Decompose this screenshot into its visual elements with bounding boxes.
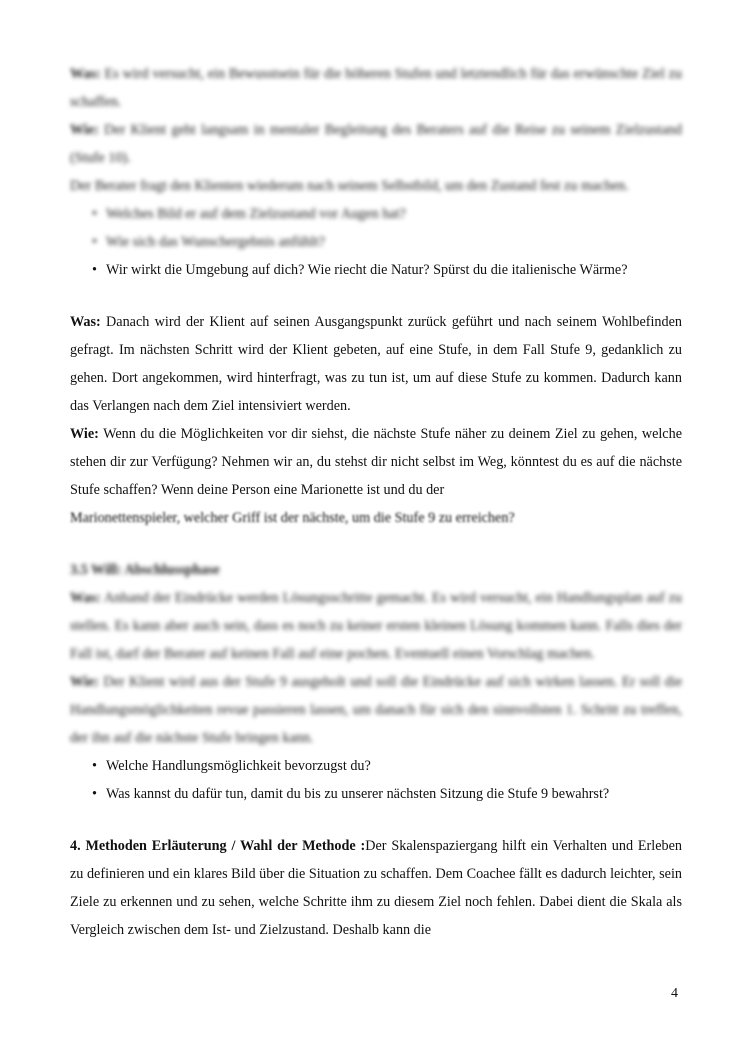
list-item: • Wie sich das Wunschergebnis anfühlt?: [106, 228, 682, 256]
spacer: [70, 808, 682, 832]
paragraph-was-1: Was: Es wird versucht, ein Bewusstsein für die höheren Stufen und letztendlich für das erwünschte Ziel zu schaffen.: [70, 66, 682, 110]
paragraph-wie-1: Wie: Der Klient geht langsam in mentaler Begleitung des Beraters auf die Reise zu seinem Zielzustand (Stufe 10).: [70, 122, 682, 166]
paragraph-berater-1: Der Berater fragt den Klienten wiederum nach seinem Selbstbild, um den Zustand fest zu machen.: [70, 178, 629, 194]
spacer: [70, 284, 682, 308]
paragraph-methoden: 4. Methoden Erläuterung / Wahl der Methode :Der Skalenspaziergang hilft ein Verhalten und Erleben zu definieren und ein klares Bild über die Situation zu schaffen. Dem Coachee fällt es dadurch leichter, sein Ziele zu erkennen und zu sehen, welche Schritte ihm zu diesem Ziel noch fehlen. Dabei dient die Skala als Vergleich zwischen dem Ist- und Zielzustand. Deshalb kann die: [70, 838, 683, 938]
spacer: [70, 532, 682, 556]
paragraph-wie-2-tail: Marionettenspieler, welcher Griff ist der nächste, um die Stufe 9 zu erreichen?: [70, 510, 515, 526]
page-number: 4: [671, 986, 678, 1001]
list-item: • Wir wirkt die Umgebung auf dich? Wie riecht die Natur? Spürst du die italienische Wärme?: [106, 256, 682, 284]
paragraph-was-3: Was: Anhand der Eindrücke werden Lösungsschritte gemacht. Es wird versucht, ein Handlungsplan auf zu stellen. Es kann aber auch sein, dass es noch zu keiner ersten kleinen Lösung kommen kann. Falls dies der Fall ist, darf der Berater auf keinen Fall auf eine pochen. Eventuell einen Vorschlag machen.: [70, 590, 682, 662]
bullet-list-1: [70, 200, 682, 284]
list-item: • Welche Handlungsmöglichkeit bevorzugst du?: [106, 752, 682, 780]
section-heading: 3.5 Will: Abschlussphase: [70, 562, 220, 578]
document-page: [70, 60, 682, 944]
paragraph-was-2: Was: Danach wird der Klient auf seinen Ausgangspunkt zurück geführt und nach seinem Wohlbefinden gefragt. Im nächsten Schritt wird der Klient gebeten, auf eine Stufe, in dem Fall Stufe 9, gedanklich zu gehen. Dort angekommen, wird hinterfragt, was zu tun ist, um auf diese Stufe zu kommen. Dadurch kann das Verlangen nach dem Ziel intensiviert werden.: [70, 314, 682, 414]
list-item: • Was kannst du dafür tun, damit du bis zu unserer nächsten Sitzung die Stufe 9 bewahrst?: [106, 780, 682, 808]
bullet-list-2: [70, 752, 682, 808]
paragraph-wie-2: Wie: Wenn du die Möglichkeiten vor dir siehst, die nächste Stufe näher zu deinem Ziel zu gehen, welche stehen dir zur Verfügung? Nehmen wir an, du stehst dir nicht selbst im Weg, könntest du es auf die nächste Stufe schaffen? Wenn deine Person eine Marionette ist und du der: [70, 426, 682, 498]
list-item: • Welches Bild er auf dem Zielzustand vor Augen hat?: [106, 200, 682, 228]
paragraph-wie-3: Wie: Der Klient wird aus der Stufe 9 ausgeholt und soll die Eindrücke auf sich wirken lassen. Er soll die Handlungsmöglichkeiten revue passieren lassen, um danach für sich den sinnvollsten 1. Schritt zu treffen, der ihn auf die nächste Stufe bringen kann.: [70, 674, 682, 746]
